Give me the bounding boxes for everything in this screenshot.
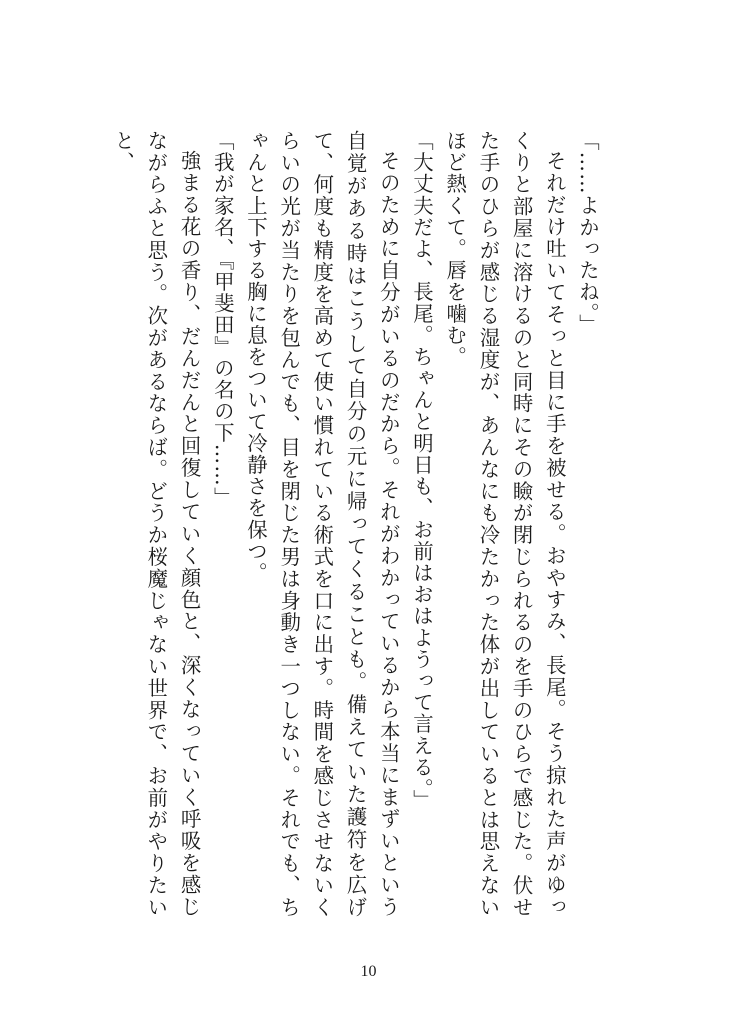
paragraph-dialogue-3: 「我が家名、『甲斐田』の名の下……」	[210, 130, 235, 509]
paragraph-dialogue-2: 「大丈夫だよ、長尾。ちゃんと明日も、お前はおはようって言える。」	[409, 130, 434, 811]
paragraph-narration-1: それだけ吐いてそっと目に手を被せる。おやすみ、長尾。そう掠れた声がゆっくりと部屋に溶けるのと同時にその瞼が閉じられるのを手のひらで感じた。伏せた手のひらが感じる湿度が、あんなにも冷たかった体が出しているとは思えないほど熱くて。唇を噛む。	[443, 130, 567, 918]
paragraph-narration-3: 強まる花の香り、だんだんと回復していく顔色と、深くなっていく呼吸を感じながらふと思う。次があるならば。どうか桜魔じゃない世界で、お前がやりたいと、	[111, 130, 202, 918]
paragraph-narration-2: そのために自分がいるのだから。それがわかっているから本当にまずいという自覚がある時はこうして自分の元に帰ってくることも。備えていた護符を広げて、何度も精度を高めて使い慣れている術式を口に出す。時間を感じさせないくらいの光が当たりを包んでも、目を閉じた男は身動き一つしない。それでも、ちゃんと上下する胸に息をついて冷静さを保つ。	[243, 130, 401, 918]
vertical-text-body	[111, 130, 604, 918]
paragraph-dialogue-1: 「……よかったね。」	[576, 130, 600, 336]
page-number: 10	[360, 963, 377, 980]
